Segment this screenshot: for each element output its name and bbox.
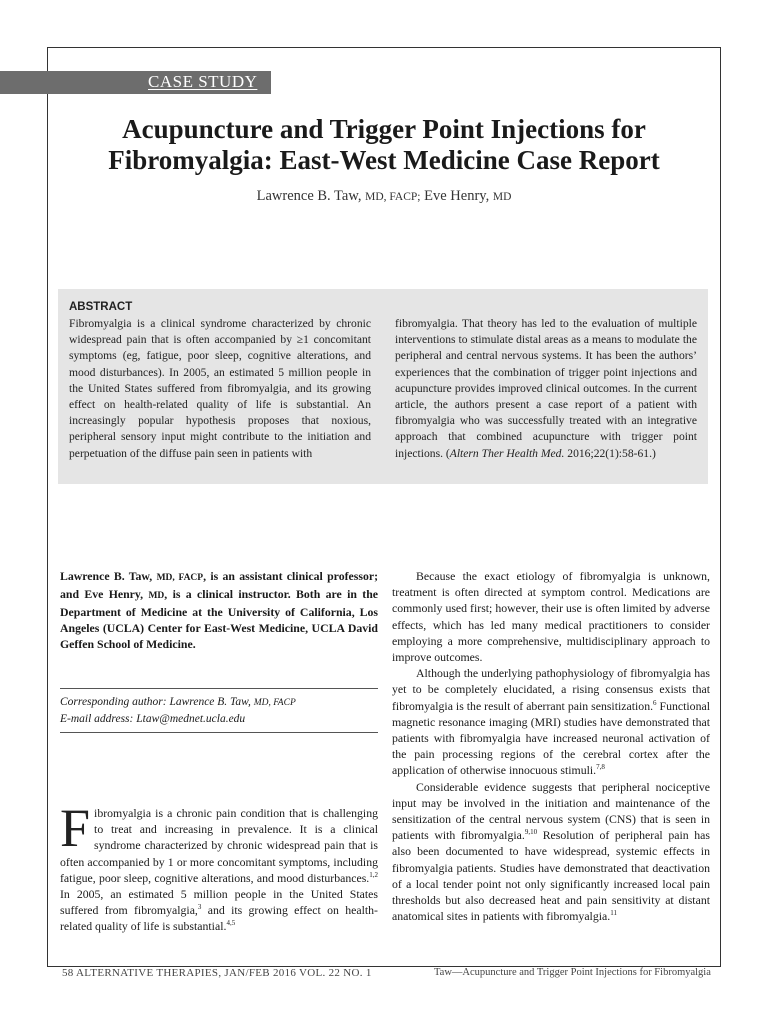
intro-text-a: ibromyalgia is a chronic pain condition that is challenging to treat and increasing in prevalence. It is a clinical syndrome characterized by chronic widespread pain that is often accompanied by 1 or more concomitant symptoms, including fatigue, poor sleep, cognitive alterations, and mood disturbances. <box>60 806 378 885</box>
affiliation-text-2: , is a clinical instructor. Both are in the Department of Medicine at the University of California, Los Angeles (UCLA) Center for East-West Medicine, UCLA David Geffen School of Medicine. <box>60 587 379 651</box>
affiliation-text-1: , is an assistant clinical professor; and Eve Henry, <box>60 569 379 601</box>
abstract-box <box>58 289 708 484</box>
reference-superscript: 1,2 <box>369 870 378 879</box>
footer-running-title: Taw—Acupuncture and Trigger Point Injections for Fibromyalgia <box>434 967 711 978</box>
reference-superscript: 6 <box>653 698 657 707</box>
corresponding-author <box>60 694 378 711</box>
author-1-name: Lawrence B. Taw, <box>256 188 362 204</box>
intro-paragraph <box>60 798 378 935</box>
corresponding-author-degree: MD, FACP <box>253 698 296 708</box>
reference-superscript: 9,10 <box>524 828 538 837</box>
correspondence-rule-top <box>60 688 378 689</box>
abstract-right-column <box>395 316 697 462</box>
article-title <box>60 114 708 176</box>
author-line <box>60 188 708 205</box>
right-column-body <box>392 568 710 924</box>
intro-text-c: and its growing effect on health-related quality of life is substantial. <box>60 903 378 934</box>
title-line-2: Fibromyalgia: East-West Medicine Case Report <box>108 145 660 175</box>
p2-text-b: Functional magnetic resonance imaging (MRI) studies have demonstrated that patients with fibromyalgia have increased neuronal activation of the pain processing regions of the cerebral cortex after the application of otherwise innocuous stimuli. <box>392 698 710 778</box>
author-2-name: Eve Henry, <box>424 188 490 204</box>
intro-text-b: In 2005, an estimated 5 million people in the United States suffered from fibromyalgia, <box>60 887 378 918</box>
footer-journal-info: 58 ALTERNATIVE THERAPIES, JAN/FEB 2016 VOL. 22 NO. 1 <box>62 967 372 979</box>
author-affiliation <box>60 568 378 652</box>
reference-superscript: 4,5 <box>226 919 236 928</box>
correspondence-rule-bottom <box>60 732 378 733</box>
reference-superscript: 11 <box>610 909 617 918</box>
email-address[interactable]: E-mail address: Ltaw@mednet.ucla.edu <box>60 713 246 725</box>
affiliation-degree-2: MD <box>148 591 165 601</box>
author-2-degrees: MD <box>492 191 512 203</box>
abstract-left-column: Fibromyalgia is a clinical syndrome characterized by chronic widespread pain that is often accompanied by ≥1 concomitant symptoms (eg, fatigue, poor sleep, cognitive alterations, and mood disturbances). In 2005, an estimated 5 million people in the United States suffered from fibromyalgia, and its growing effect on health-related quality of life is substantial. An increasingly popular hypothesis proposes that noxious, peripheral sensory input might contribute to the initiation and perpetuation of the diffuse pain seen in patients with <box>69 317 371 460</box>
affiliation-degree-1: MD, FACP <box>156 573 204 583</box>
section-label: CASE STUDY <box>148 72 258 91</box>
body-paragraph-3 <box>392 779 710 925</box>
abstract-citation-rest: 2016;22(1):58-61.) <box>564 446 656 460</box>
section-banner <box>0 71 271 94</box>
author-1-degrees: MD, FACP; <box>365 191 421 203</box>
corresponding-author-label: Corresponding author: Lawrence B. Taw, <box>60 696 251 708</box>
abstract-right-text: fibromyalgia. That theory has led to the evaluation of multiple interventions to stimulate distal areas as a means to modulate the peripheral and central nervous systems. It has been the authors’ experiences that the combination of trigger point injections and acupuncture provides improved clinical outcomes. In the current article, the authors present a case report of a patient with fibromyalgia who was successfully treated with an integrative approach that combined acupuncture with trigger point injections. ( <box>395 317 697 460</box>
p3-text-b: Resolution of peripheral pain has also been documented to have widespread, systemic effects in fibromyalgia patients. Studies have demonstrated that deactivation of a local tender point not only significantly increased local pain thresholds but also decreased heat and pain sensitivity at distant anatomical sites in patients with fibromyalgia. <box>392 828 711 924</box>
body-paragraph-2 <box>392 665 710 778</box>
abstract-heading: ABSTRACT <box>69 301 133 313</box>
p3-text-a: Considerable evidence suggests that peripheral nociceptive input may be involved in the initiation and maintenance of the sensitization of the central nervous system (CNS) that is seen in patients with fibromyalgia. <box>392 779 710 843</box>
p2-text-a: Although the underlying pathophysiology of fibromyalgia has yet to be completely elucidated, a rising consensus exists that fibromyalgia is the result of aberrant pain sensitization. <box>392 666 710 713</box>
correspondence-block <box>60 694 378 727</box>
reference-superscript: 7,8 <box>596 763 605 772</box>
reference-superscript: 3 <box>197 903 202 912</box>
abstract-citation-journal: Altern Ther Health Med. <box>449 446 565 460</box>
title-line-1: Acupuncture and Trigger Point Injections for <box>122 114 646 144</box>
drop-cap: F <box>60 798 91 858</box>
affiliation-name-1: Lawrence B. Taw, <box>60 569 153 583</box>
body-paragraph-1: Because the exact etiology of fibromyalgia is unknown, treatment is often directed at symptom control. Medications are commonly used first; however, their use is often limited by adverse effects, which has led many medical practitioners to consider employing a more comprehensive, multidisciplinary approach to improve outcomes. <box>392 569 710 665</box>
